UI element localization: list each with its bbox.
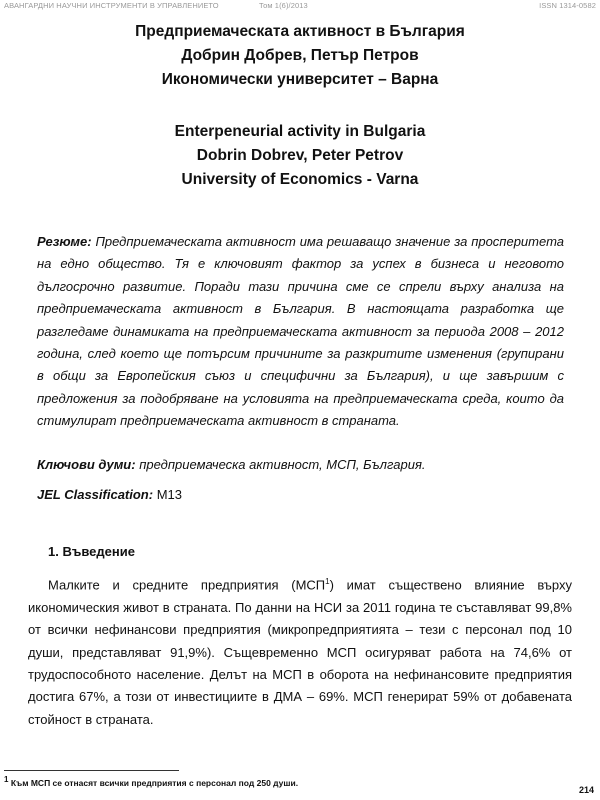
footnote-divider xyxy=(4,770,179,771)
abstract-text: Предприемаческата активност има решаващо значение за просперитета на едно общество. Тя е ключовият фактор за успех в бизнеса и неговото дългосрочно развитие. Поради тази причина сме се спрели върху анализа на предприемаческата активност в България. В настоящата разработка ще разгледаме динамиката на предприемаческата активност за периода 2008 – 2012 година, след което ще потърсим причините за разкритите изменения (групирани в общи за Европейския съюз и специфични за България), и ще завършим с предложения за подобряване на условията на предприемаческата среда, които да стимулират предприемаческата активност в страната. xyxy=(37,234,564,429)
keywords-label: Ключови думи: xyxy=(37,457,136,472)
authors-bg: Добрин Добрев, Петър Петров xyxy=(181,47,419,64)
jel-code: M13 xyxy=(156,487,182,502)
section-heading: 1. Въведение xyxy=(48,544,135,559)
footnote-ref[interactable]: 1 xyxy=(325,577,330,586)
affiliation-bg: Икономически университет – Варна xyxy=(161,71,439,88)
paper-title-bg: Предприемаческата активност в България xyxy=(135,23,465,40)
footnote-mark: 1 xyxy=(4,775,9,784)
paragraph-start: Малките и средните предприятия (МСП xyxy=(48,577,326,593)
intro-paragraph xyxy=(28,571,572,731)
abstract xyxy=(37,231,564,433)
paragraph-rest: ) имат съществено влияние върху икономическия живот в страната. По данни на НСИ за 2011 година те съставляват 99,8% от всички нефинансови предприятия (микропредприятията – тези с персонал под 10 души, представляват 91,9%). Същевременно МСП осигуряват работа на 74,6% от трудоспособното население. Делът на МСП в оборота на нефинансовите предприятия достига 67%, а този от инвестициите в ДМА – 69%. МСП генерират 59% от добавената стойност в страната. xyxy=(28,577,572,727)
keywords xyxy=(37,457,564,472)
journal-volume: Том 1(6)/2013 xyxy=(259,1,308,10)
journal-issn: ISSN 1314-0582 xyxy=(539,1,596,10)
affiliation-en: University of Economics - Varna xyxy=(181,171,419,188)
keywords-text: предприемаческа активност, МСП, България. xyxy=(139,457,426,472)
jel-label: JEL Classification: xyxy=(37,487,154,502)
authors-en: Dobrin Dobrev, Peter Petrov xyxy=(196,147,404,164)
abstract-label: Резюме: xyxy=(37,234,92,249)
page-number: 214 xyxy=(578,785,594,795)
journal-name: АВАНГАРДНИ НАУЧНИ ИНСТРУМЕНТИ В УПРАВЛЕНИЕТО xyxy=(4,1,219,10)
title-block-bg xyxy=(0,20,600,92)
footnote-text: Към МСП се отнасят всички предприятия с персонал под 250 души. xyxy=(8,777,299,788)
footnote xyxy=(4,775,298,788)
title-block-en xyxy=(0,120,600,192)
paper-title-en: Enterpeneurial activity in Bulgaria xyxy=(174,123,426,140)
jel-classification xyxy=(37,487,564,502)
running-header xyxy=(4,1,596,13)
